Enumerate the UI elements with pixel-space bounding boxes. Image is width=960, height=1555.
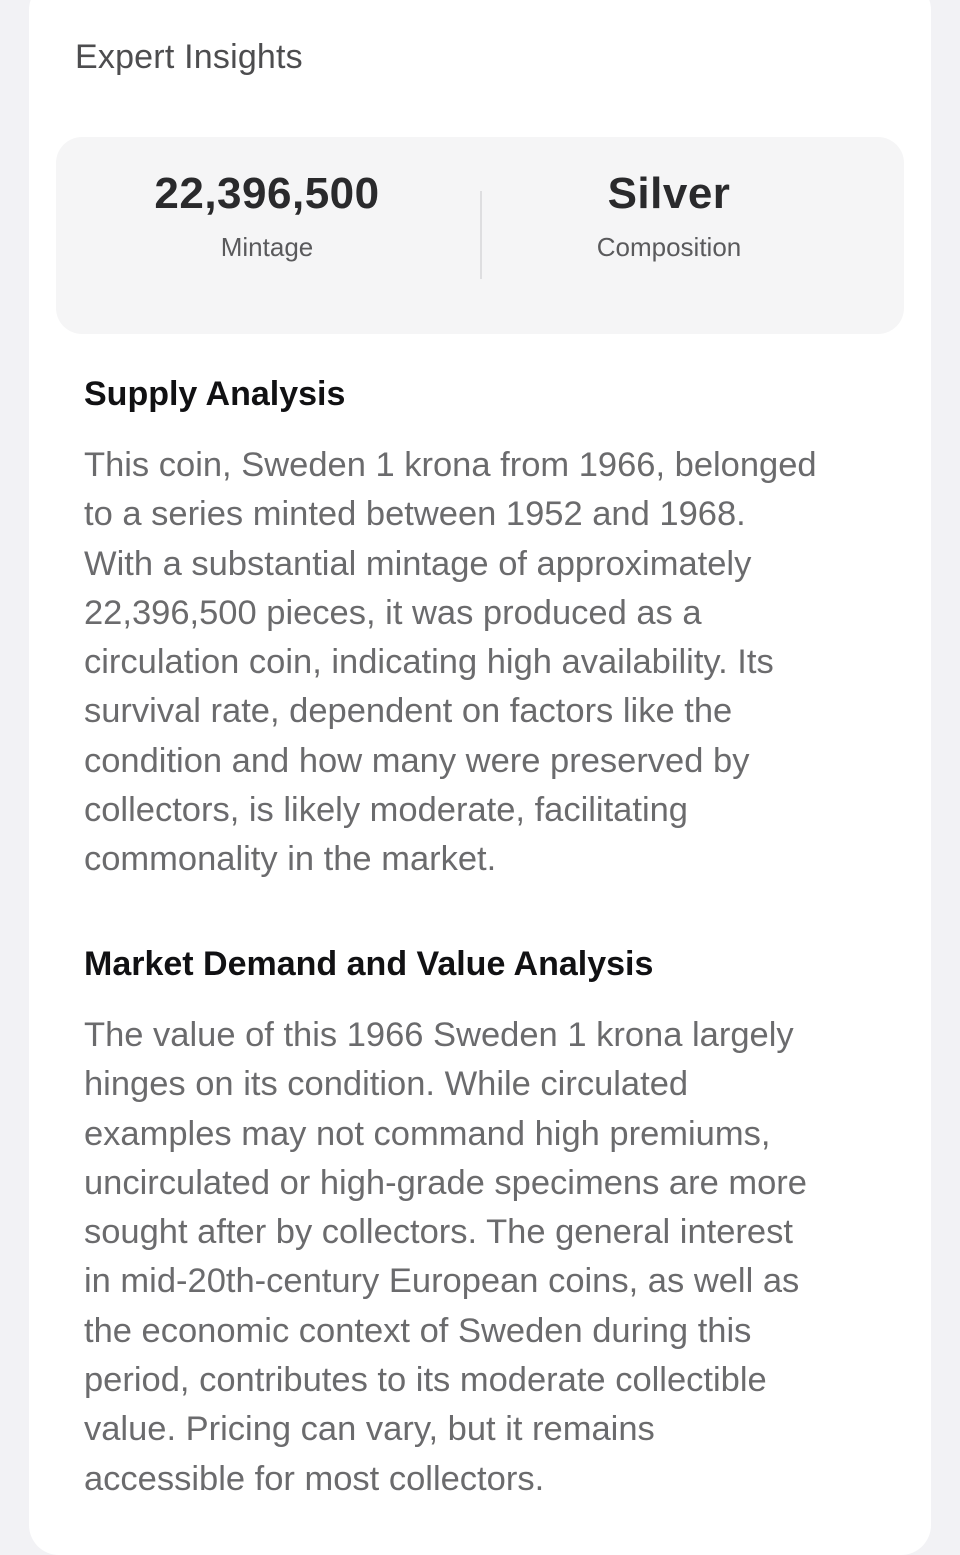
stats-panel [56,137,904,334]
body-line: hinges on its condition. While circulated [84,1065,689,1104]
body-line: With a substantial mintage of approximately [84,544,752,583]
body-line: uncirculated or high-grade specimens are more [84,1163,807,1202]
composition-label: Composition [596,232,742,262]
body-line: 22,396,500 pieces, it was produced as a [84,593,702,632]
market-analysis-body [84,1011,884,1504]
supply-analysis-section [84,374,884,879]
market-analysis-section [84,944,884,1498]
supply-analysis-heading: Supply Analysis [84,375,346,413]
body-line: This coin, Sweden 1 krona from 1966, belonged [84,446,817,484]
body-line: the economic context of Sweden during this [84,1311,752,1350]
body-line: accessible for most collectors. [84,1459,545,1498]
body-line: sought after by collectors. The general interest [84,1213,793,1252]
body-line: period, contributes to its moderate collectible [84,1361,767,1400]
body-line: collectors, is likely moderate, facilitating [84,791,688,830]
body-line: in mid-20th-century European coins, as well as [84,1262,800,1301]
body-line: value. Pricing can vary, but it remains [84,1410,655,1449]
body-line: to a series minted between 1952 and 1968. [84,495,746,534]
supply-analysis-body [84,441,884,885]
mintage-value: 22,396,500 [154,169,380,218]
body-line: commonality in the market. [84,840,497,879]
body-line: circulation coin, indicating high availability. Its [84,643,774,682]
body-line: The value of this 1966 Sweden 1 krona largely [84,1016,794,1054]
body-line: survival rate, dependent on factors like the [84,692,733,731]
mintage-label: Mintage [220,232,314,262]
card-title: Expert Insights [75,38,303,76]
body-line: examples may not command high premiums, [84,1114,771,1153]
mintage-stat [56,137,480,334]
market-analysis-heading: Market Demand and Value Analysis [84,945,654,983]
expert-insights-card [29,0,931,1555]
body-line: condition and how many were preserved by [84,741,750,780]
composition-stat [480,137,904,334]
composition-value: Silver [607,169,731,218]
